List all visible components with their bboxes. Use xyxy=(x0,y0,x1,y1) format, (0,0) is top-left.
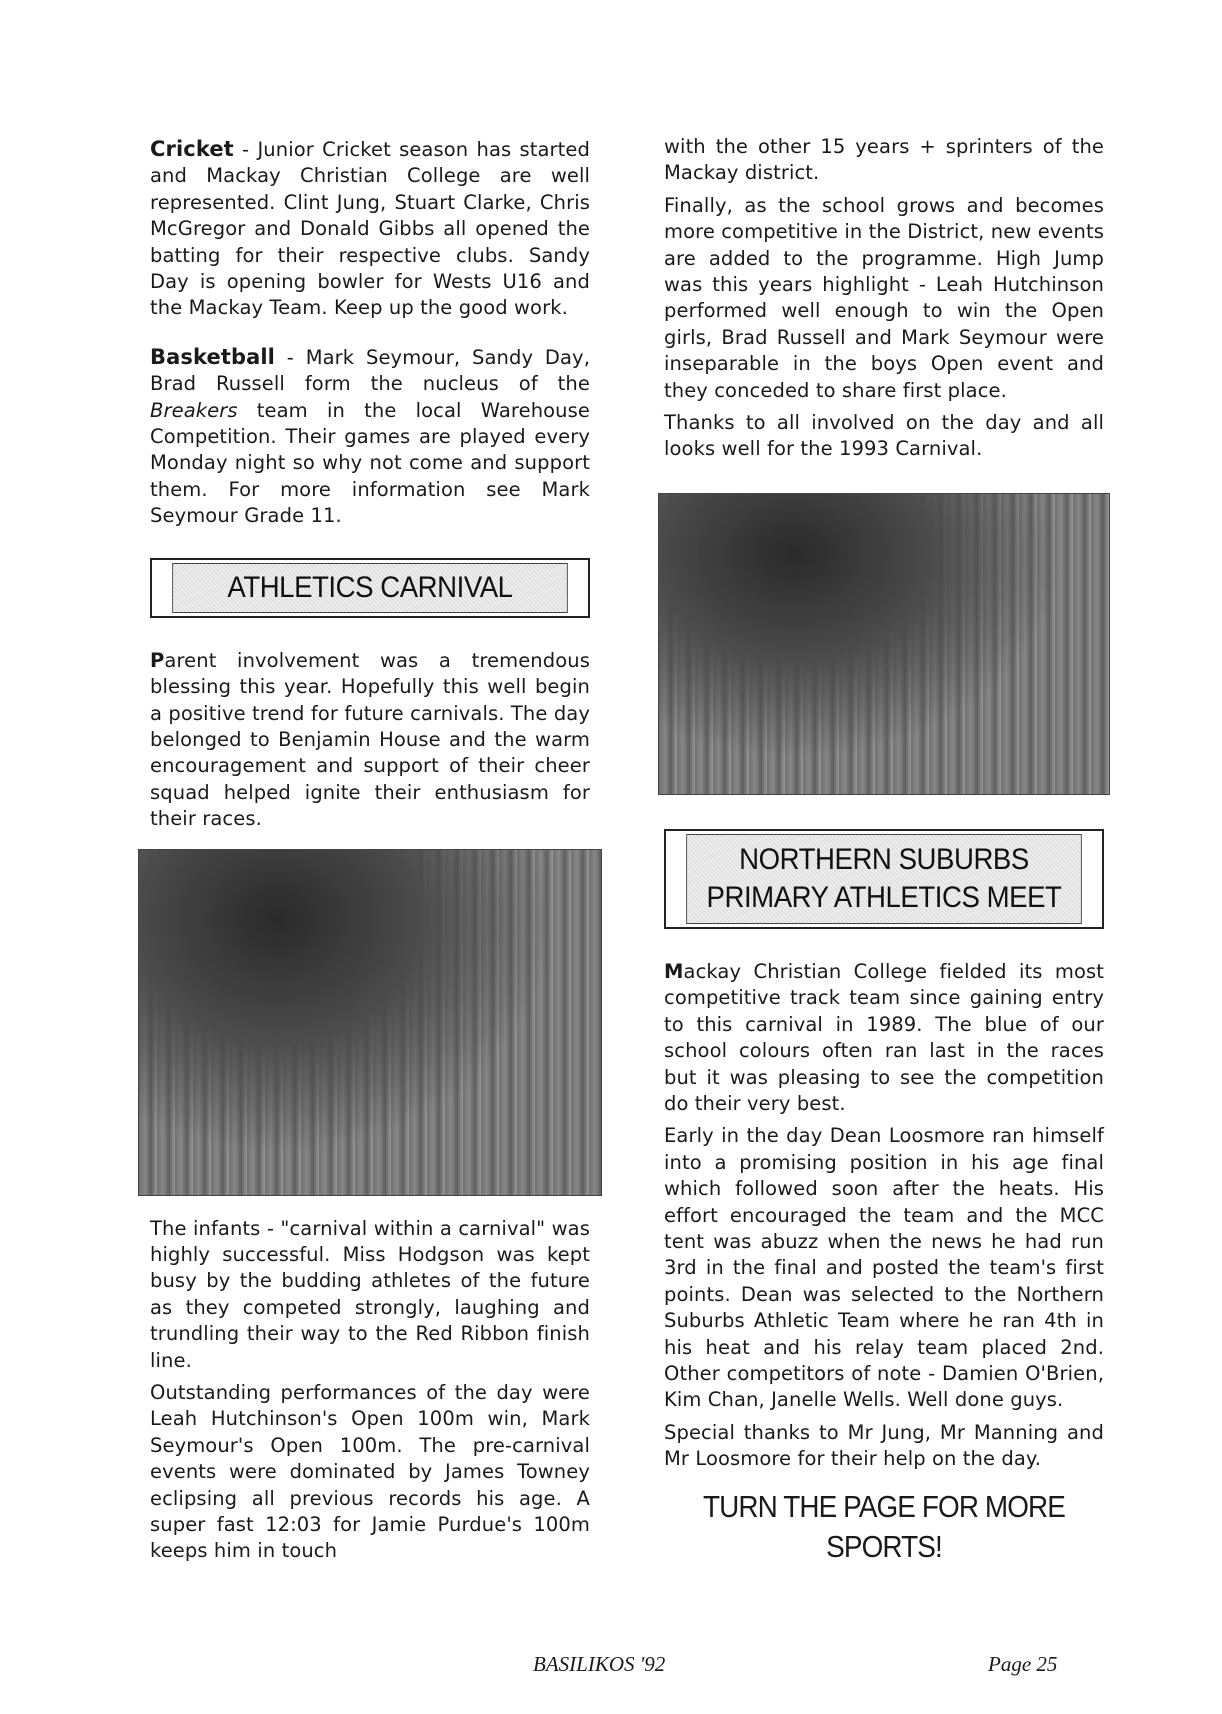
athletics-paragraph-2: The infants - "carnival within a carnival" was highly successful. Miss Hodgson was kept busy by the budding athletes of the future as they competed strongly, laughing and trundling their way to the Red Ribbon finish line. xyxy=(150,1216,590,1372)
meet-paragraph-1: Mackay Christian College fielded its most competitive track team since gaining entry to this carnival in 1989. The blue of our school colours often ran last in the races but it was pleasing to see the competition do their very best. xyxy=(664,959,1104,1115)
northern-suburbs-heading-box xyxy=(664,829,1104,929)
publication-footer: BASILIKOS '92 xyxy=(533,1652,666,1676)
page-number: Page 25 xyxy=(988,1652,1058,1676)
meet-paragraph-3: Special thanks to Mr Jung, Mr Manning and Mr Loosmore for their help on the day. xyxy=(664,1420,1104,1471)
right-column xyxy=(664,134,1104,1567)
continued-paragraph-1: with the other 15 years + sprinters of the Mackay district. xyxy=(664,135,1104,185)
left-column xyxy=(150,136,590,1571)
basketball-heading: Basketball xyxy=(150,344,275,369)
northern-suburbs-heading xyxy=(686,834,1082,924)
meet-dropcap: M xyxy=(664,959,684,983)
meet-paragraph-2: Early in the day Dean Loosmore ran himself into a promising position in his age final which followed soon after the heats. His effort encouraged the team and the MCC tent was abuzz when the news he had run 3rd in the final and posted the team's first points. Dean was selected to the Northern Suburbs Athletic Team where he ran 4th in his heat and his relay team placed 2nd. Other competitors of note - Damien O'Brien, Kim Chan, Janelle Wells. Well done guys. xyxy=(664,1124,1104,1412)
athletics-paragraph-3: Outstanding performances of the day were Leah Hutchinson's Open 100m win, Mark Seymour's Open 100m. The pre-carnival events were dominated by James Towney eclipsing all previous records his age. A super fast 12:03 for Jamie Purdue's 100m keeps him in touch xyxy=(150,1380,590,1563)
athletics-carnival-heading: ATHLETICS CARNIVAL xyxy=(172,563,568,613)
cricket-paragraph xyxy=(150,136,590,322)
athletics-carnival-heading-box xyxy=(150,558,590,618)
basketball-team-name: Breakers xyxy=(150,398,238,422)
basketball-text-post: team in the local Warehouse Competition. Their games are played every Monday night so why not come and support them. For more information see Mark Seymour Grade 11. xyxy=(150,398,590,528)
turn-page-callout: TURN THE PAGE FOR MORE SPORTS! xyxy=(702,1488,1066,1564)
continued-paragraph-2: Finally, as the school grows and becomes more competitive in the District, new events are added to the programme. High Jump was this years highlight - Leah Hutchinson performed well enough to win the Open girls, Brad Russell and Mark Seymour were inseparable in the boys Open event and they conceded to share first place. xyxy=(664,193,1104,402)
cricket-heading: Cricket xyxy=(150,137,234,161)
northern-suburbs-heading-line-1: NORTHERN SUBURBS xyxy=(739,842,1029,876)
basketball-paragraph xyxy=(150,344,590,530)
carnival-tent-photo xyxy=(658,493,1110,795)
infants-race-photo xyxy=(138,849,602,1196)
continued-paragraph-3: Thanks to all involved on the day and all looks well for the 1993 Carnival. xyxy=(664,411,1104,461)
basketball-text-pre: - Mark Seymour, Sandy Day, Brad Russell form the nucleus of the xyxy=(150,345,590,396)
athletics-paragraph-1: Parent involvement was a tremendous blessing this year. Hopefully this well begin a positive trend for future carnivals. The day belonged to Benjamin House and the warm encouragement and support of their cheer squad helped ignite their enthusiasm for their races. xyxy=(150,648,590,831)
cricket-text: - Junior Cricket season has started and Mackay Christian College are well represented. Clint Jung, Stuart Clarke, Chris McGregor and Donald Gibbs all opened the batting for their respective clubs. Sandy Day is opening bowler for Wests U16 and the Mackay Team. Keep up the good work. xyxy=(150,138,590,320)
northern-suburbs-heading-line-2: PRIMARY ATHLETICS MEET xyxy=(706,880,1062,914)
athletics-dropcap: P xyxy=(150,648,165,672)
